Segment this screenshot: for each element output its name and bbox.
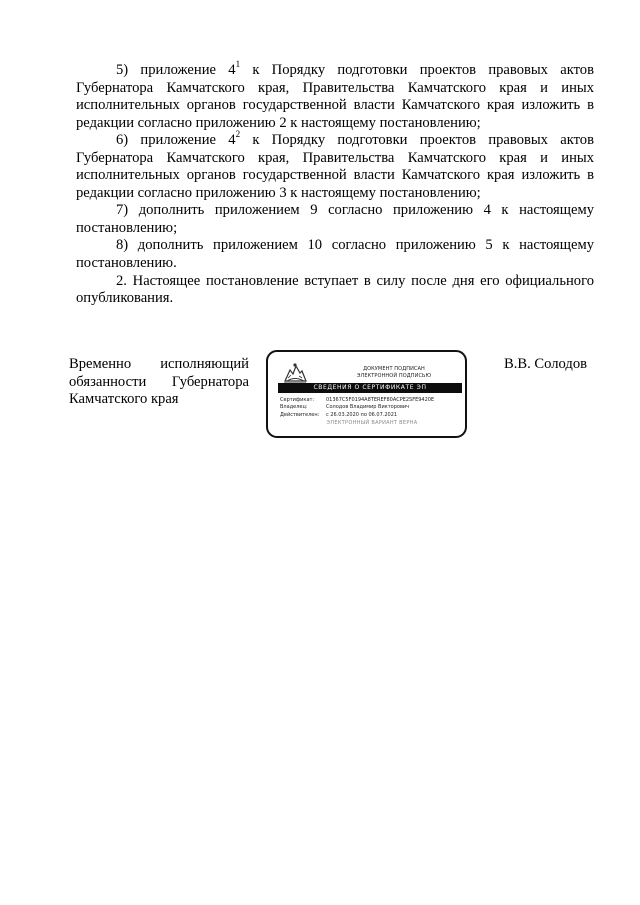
stamp-row-valid xyxy=(280,412,462,419)
paragraph-clause-2: 2. Настоящее постановление вступает в силу после дня его официального опубликования. xyxy=(76,272,594,307)
stamp-label: Владелец: xyxy=(280,404,308,411)
stamp-value: с 26.03.2020 по 06.07.2021 xyxy=(326,411,398,418)
paragraph-item-6-text-cont: к Порядку подготовки проектов правовых актов Губернатора Камчатского края, Правительства Камчатского края и иных исполнительных органов государственной власти Камчатского края изложить в редакции согласно приложению 3 к настоящему постановлению; xyxy=(76,132,594,201)
stamp-header-line: ДОКУМЕНТ ПОДПИСАН xyxy=(363,366,425,372)
signer-name: В.В. Солодов xyxy=(504,356,588,372)
superscript: 2 xyxy=(235,129,241,140)
stamp-faint-line: ЭЛЕКТРОННЫЙ ВАРИАНТ ВЕРНА xyxy=(326,420,418,426)
stamp-value: Солодов Владимир Викторович xyxy=(326,404,410,411)
stamp-label: Действителен: xyxy=(280,411,320,418)
paragraph-item-5-text: 5) приложение 4 xyxy=(116,62,236,78)
paragraph-item-6 xyxy=(76,129,594,202)
stamp-header-line: ЭЛЕКТРОННОЙ ПОДПИСЬЮ xyxy=(356,372,432,379)
stamp-details xyxy=(280,397,462,419)
signer-title xyxy=(69,356,249,409)
paragraph-item-7: 7) дополнить приложением 9 согласно приложению 4 к настоящему постановлению; xyxy=(76,202,594,236)
document-body xyxy=(76,59,594,308)
coat-of-arms-icon xyxy=(282,361,308,385)
signer-title-line: обязанности Губернатора xyxy=(69,373,249,390)
paragraph-item-6-text: 6) приложение 4 xyxy=(116,132,236,149)
electronic-signature-stamp xyxy=(266,350,467,438)
stamp-certificate-bar: СВЕДЕНИЯ О СЕРТИФИКАТЕ ЭП xyxy=(278,383,462,393)
stamp-row-certificate xyxy=(280,397,462,404)
stamp-row-owner xyxy=(280,404,462,411)
stamp-label: Сертификат: xyxy=(280,397,315,403)
signer-title-line: Камчатского края xyxy=(69,391,179,408)
superscript: 1 xyxy=(235,59,241,70)
paragraph-item-5 xyxy=(76,59,594,132)
paragraph-item-8: 8) дополнить приложением 10 согласно приложению 5 к настоящему постановлению. xyxy=(76,237,594,272)
stamp-header xyxy=(324,366,464,379)
paragraph-item-5-text-cont: к Порядку подготовки проектов правовых актов Губернатора Камчатского края, Правительства Камчатского края и иных исполнительных органов государственной власти Камчатского края изложить в редакции согласно приложению 2 к настоящему постановлению; xyxy=(76,62,594,131)
signer-title-line: Временно исполняющий xyxy=(69,356,249,372)
stamp-value: 01367C5F0194A8TEREF80ACPE2SFE9420E xyxy=(326,397,435,403)
